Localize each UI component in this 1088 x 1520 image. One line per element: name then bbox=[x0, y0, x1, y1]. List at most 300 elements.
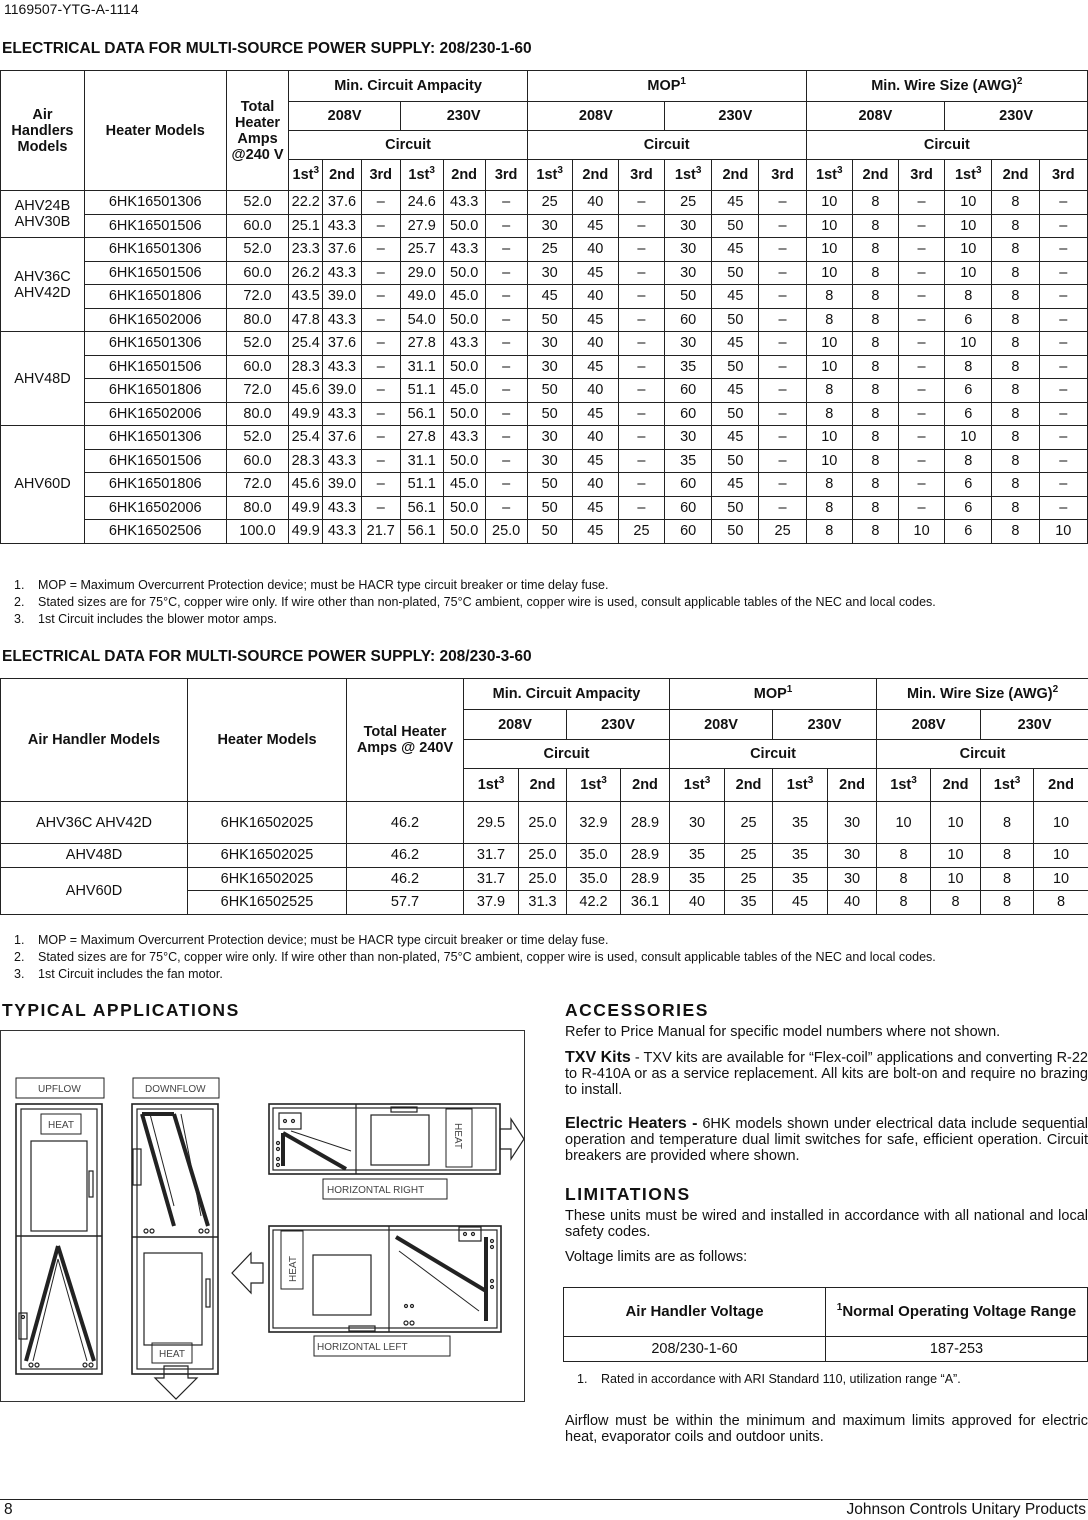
cell-value: 8 bbox=[992, 520, 1039, 544]
circuit-number: 2nd bbox=[1034, 769, 1088, 802]
cell-value: 8 bbox=[852, 308, 898, 332]
cell-value: 60 bbox=[665, 402, 712, 426]
circuit-number: 3rd bbox=[618, 160, 664, 191]
cell-value: 32.9 bbox=[567, 802, 621, 844]
cell-value: – bbox=[899, 285, 945, 309]
cell-value: 10 bbox=[899, 520, 945, 544]
cell-value: – bbox=[899, 355, 945, 379]
cell-value: – bbox=[618, 426, 664, 450]
cell-value: 37.6 bbox=[323, 238, 362, 262]
cell-value: – bbox=[618, 449, 664, 473]
cell-value: 28.9 bbox=[621, 802, 670, 844]
cell-value: – bbox=[759, 308, 806, 332]
air-handler-model: AHV36C AHV42D bbox=[1, 238, 85, 332]
v208: 208V bbox=[877, 710, 981, 740]
air-handler-model: AHV24B AHV30B bbox=[1, 191, 85, 238]
cell-value: – bbox=[618, 191, 664, 215]
heat-label: HEAT bbox=[288, 1256, 299, 1282]
cell-value: 8 bbox=[877, 891, 931, 915]
cell-value: – bbox=[485, 449, 527, 473]
circuit-label: Circuit bbox=[289, 131, 527, 160]
air-handler-model: AHV60D bbox=[1, 867, 188, 914]
cell-value: 25 bbox=[759, 520, 806, 544]
cell-value: 54.0 bbox=[400, 308, 443, 332]
cell-value: – bbox=[1039, 214, 1087, 238]
voltage-value: 208/230-1-60 bbox=[564, 1337, 826, 1362]
cell-value: 8 bbox=[1034, 891, 1088, 915]
cell-value: 50.0 bbox=[443, 520, 485, 544]
cell-value: 27.9 bbox=[400, 214, 443, 238]
cell-value: 40 bbox=[572, 426, 618, 450]
circuit-number: $1st^3$ bbox=[400, 160, 443, 191]
cell-value: 8 bbox=[992, 473, 1039, 497]
col-mop: MOP$^1$ bbox=[527, 71, 806, 102]
cell-value: 25 bbox=[527, 191, 572, 215]
cell-value: – bbox=[1039, 355, 1087, 379]
cell-value: 50 bbox=[527, 473, 572, 497]
circuit-number: 2nd bbox=[572, 160, 618, 191]
cell-value: 31.7 bbox=[464, 867, 519, 891]
cell-value: – bbox=[759, 285, 806, 309]
company-name: Johnson Controls Unitary Products bbox=[846, 1501, 1086, 1518]
col-total-amps: Total Heater Amps @ 240V bbox=[347, 679, 464, 802]
cell-value: 10 bbox=[806, 332, 852, 356]
cell-value: 22.2 bbox=[289, 191, 323, 215]
cell-value: 29.5 bbox=[464, 802, 519, 844]
cell-value: 31.1 bbox=[400, 355, 443, 379]
cell-value: 10 bbox=[931, 844, 981, 868]
voltage-limits-table bbox=[563, 1287, 1088, 1362]
cell-value: – bbox=[1039, 449, 1087, 473]
cell-value: 8 bbox=[806, 379, 852, 403]
cell-value: – bbox=[485, 473, 527, 497]
circuit-label: Circuit bbox=[806, 131, 1087, 160]
cell-value: 26.2 bbox=[289, 261, 323, 285]
cell-value: 37.9 bbox=[464, 891, 519, 915]
cell-value: 45.0 bbox=[443, 379, 485, 403]
heater-model: 6HK16502006 bbox=[84, 308, 226, 332]
table-row bbox=[1, 426, 1088, 450]
circuit-number: 2nd bbox=[621, 769, 670, 802]
cell-value: 43.3 bbox=[323, 214, 362, 238]
cell-value: 30 bbox=[670, 802, 725, 844]
col-heater-models: Heater Models bbox=[188, 679, 347, 802]
cell-value: 50 bbox=[712, 449, 759, 473]
cell-value: 50.0 bbox=[443, 261, 485, 285]
cell-value: 8 bbox=[852, 496, 898, 520]
cell-value: 8 bbox=[852, 191, 898, 215]
cell-value: – bbox=[759, 496, 806, 520]
limitations-title: LIMITATIONS bbox=[565, 1184, 691, 1204]
cell-value: 45 bbox=[572, 261, 618, 285]
cell-value: 50 bbox=[527, 496, 572, 520]
footnote: 3. 1st Circuit includes the fan motor. bbox=[14, 967, 223, 981]
cell-value: 10 bbox=[877, 802, 931, 844]
cell-value: 6 bbox=[945, 402, 992, 426]
unit-orientation-diagram bbox=[1, 1031, 524, 1401]
cell-value: 45 bbox=[572, 449, 618, 473]
cell-value: – bbox=[485, 426, 527, 450]
circuit-number: $1st^3$ bbox=[670, 769, 725, 802]
cell-value: – bbox=[361, 402, 400, 426]
cell-value: 28.9 bbox=[621, 867, 670, 891]
cell-value: 45 bbox=[572, 355, 618, 379]
cell-value: 35 bbox=[773, 844, 828, 868]
col-air-handler-voltage: Air Handler Voltage bbox=[564, 1288, 826, 1337]
cell-value: – bbox=[485, 238, 527, 262]
heater-model: 6HK16501306 bbox=[84, 426, 226, 450]
cell-value: – bbox=[618, 402, 664, 426]
heater-model: 6HK16501806 bbox=[84, 473, 226, 497]
cell-value: 30 bbox=[527, 426, 572, 450]
cell-value: 8 bbox=[992, 355, 1039, 379]
circuit-number: 3rd bbox=[899, 160, 945, 191]
cell-value: 10 bbox=[1034, 802, 1088, 844]
cell-value: 45 bbox=[712, 379, 759, 403]
cell-value: 31.7 bbox=[464, 844, 519, 868]
cell-value: – bbox=[759, 261, 806, 285]
cell-value: – bbox=[1039, 496, 1087, 520]
accessories-title: ACCESSORIES bbox=[565, 1000, 709, 1020]
cell-value: 56.1 bbox=[400, 520, 443, 544]
cell-value: – bbox=[485, 379, 527, 403]
table-row bbox=[1, 844, 1088, 868]
cell-value: – bbox=[1039, 402, 1087, 426]
cell-value: 30 bbox=[527, 355, 572, 379]
cell-value: – bbox=[618, 214, 664, 238]
cell-value: 80.0 bbox=[226, 402, 289, 426]
cell-value: – bbox=[485, 308, 527, 332]
table-row bbox=[1, 308, 1088, 332]
cell-value: 30 bbox=[665, 332, 712, 356]
cell-value: – bbox=[1039, 332, 1087, 356]
cell-value: 50 bbox=[527, 520, 572, 544]
cell-value: 49.9 bbox=[289, 496, 323, 520]
cell-value: 8 bbox=[945, 285, 992, 309]
electrical-data-table-1ph bbox=[0, 70, 1088, 544]
cell-value: – bbox=[1039, 261, 1087, 285]
cell-value: 43.5 bbox=[289, 285, 323, 309]
cell-value: 56.1 bbox=[400, 496, 443, 520]
cell-value: 27.8 bbox=[400, 332, 443, 356]
cell-value: – bbox=[759, 238, 806, 262]
cell-value: 31.1 bbox=[400, 449, 443, 473]
cell-value: – bbox=[759, 449, 806, 473]
cell-value: 72.0 bbox=[226, 473, 289, 497]
cell-value: 30 bbox=[527, 261, 572, 285]
cell-value: 30 bbox=[828, 802, 877, 844]
circuit-number: $1st^3$ bbox=[877, 769, 931, 802]
cell-value: 8 bbox=[992, 496, 1039, 520]
section2-title: ELECTRICAL DATA FOR MULTI-SOURCE POWER SUPPLY: 208/230-3-60 bbox=[2, 648, 532, 665]
cell-value: – bbox=[485, 355, 527, 379]
heater-model: 6HK16501306 bbox=[84, 191, 226, 215]
cell-value: 6 bbox=[945, 473, 992, 497]
cell-value: 50 bbox=[712, 520, 759, 544]
cell-value: 40 bbox=[572, 332, 618, 356]
cell-value: 39.0 bbox=[323, 473, 362, 497]
cell-value: 30 bbox=[527, 449, 572, 473]
cell-value: 8 bbox=[806, 285, 852, 309]
cell-value: 50 bbox=[712, 214, 759, 238]
cell-value: 8 bbox=[992, 426, 1039, 450]
cell-value: 45 bbox=[712, 285, 759, 309]
circuit-number: $1st^3$ bbox=[567, 769, 621, 802]
cell-value: 28.3 bbox=[289, 355, 323, 379]
v208: 208V bbox=[806, 102, 944, 131]
cell-value: 52.0 bbox=[226, 191, 289, 215]
cell-value: – bbox=[361, 426, 400, 450]
cell-value: 8 bbox=[981, 867, 1034, 891]
document-id: 1169507-YTG-A-1114 bbox=[4, 1, 139, 17]
cell-value: 60 bbox=[665, 379, 712, 403]
cell-value: 49.9 bbox=[289, 402, 323, 426]
cell-value: 39.0 bbox=[323, 285, 362, 309]
table-row bbox=[1, 379, 1088, 403]
cell-value: 8 bbox=[945, 449, 992, 473]
cell-value: 31.3 bbox=[519, 891, 567, 915]
cell-value: 10 bbox=[945, 261, 992, 285]
cell-value: 60.0 bbox=[226, 214, 289, 238]
v230: 230V bbox=[773, 710, 877, 740]
heater-model: 6HK16501506 bbox=[84, 355, 226, 379]
cell-value: 43.3 bbox=[323, 496, 362, 520]
section1-notes bbox=[14, 577, 936, 628]
cell-value: 10 bbox=[806, 449, 852, 473]
cell-value: 43.3 bbox=[323, 355, 362, 379]
horizontal-right-label: HORIZONTAL RIGHT bbox=[327, 1185, 425, 1196]
cell-value: – bbox=[759, 355, 806, 379]
footnote: 2. Stated sizes are for 75°C, copper wire only. If wire other than non-plated, 75°C ambient, copper wire is used, consult applicable tables of the NEC and local codes. bbox=[14, 950, 936, 964]
cell-value: 40 bbox=[572, 191, 618, 215]
cell-value: – bbox=[899, 238, 945, 262]
cell-value: 50.0 bbox=[443, 214, 485, 238]
cell-value: 45 bbox=[572, 308, 618, 332]
cell-value: 45 bbox=[572, 214, 618, 238]
cell-value: – bbox=[618, 308, 664, 332]
cell-value: 45 bbox=[572, 520, 618, 544]
cell-value: 8 bbox=[992, 238, 1039, 262]
cell-value: 45 bbox=[712, 473, 759, 497]
cell-value: 8 bbox=[806, 402, 852, 426]
cell-value: 10 bbox=[931, 867, 981, 891]
electric-heaters-label: Electric Heaters - bbox=[565, 1115, 698, 1132]
cell-value: 49.0 bbox=[400, 285, 443, 309]
circuit-number: $1st^3$ bbox=[527, 160, 572, 191]
v230: 230V bbox=[567, 710, 670, 740]
cell-value: – bbox=[759, 214, 806, 238]
cell-value: 6 bbox=[945, 308, 992, 332]
circuit-number: 2nd bbox=[828, 769, 877, 802]
section2-notes bbox=[14, 932, 936, 983]
circuit-number: 2nd bbox=[931, 769, 981, 802]
cell-value: 8 bbox=[877, 844, 931, 868]
cell-value: 35.0 bbox=[567, 867, 621, 891]
cell-value: – bbox=[899, 426, 945, 450]
cell-value: – bbox=[1039, 426, 1087, 450]
circuit-number: $1st^3$ bbox=[289, 160, 323, 191]
cell-value: 25 bbox=[618, 520, 664, 544]
cell-value: – bbox=[361, 496, 400, 520]
cell-value: 60.0 bbox=[226, 355, 289, 379]
cell-value: 6 bbox=[945, 520, 992, 544]
cell-value: – bbox=[1039, 191, 1087, 215]
footnote: 1. MOP = Maximum Overcurrent Protection device; must be HACR type circuit breaker or time delay fuse. bbox=[14, 933, 609, 947]
cell-value: – bbox=[899, 449, 945, 473]
col-wire: Min. Wire Size (AWG)$^2$ bbox=[877, 679, 1088, 710]
cell-value: 8 bbox=[981, 802, 1034, 844]
cell-value: 35 bbox=[665, 355, 712, 379]
cell-value: – bbox=[361, 473, 400, 497]
cell-value: 25 bbox=[725, 867, 773, 891]
cell-value: 50 bbox=[712, 496, 759, 520]
cell-value: 43.3 bbox=[443, 426, 485, 450]
cell-value: – bbox=[485, 402, 527, 426]
circuit-number: 2nd bbox=[852, 160, 898, 191]
cell-value: 8 bbox=[992, 332, 1039, 356]
cell-value: 30 bbox=[665, 238, 712, 262]
txv-kits-label: TXV Kits bbox=[565, 1049, 631, 1066]
circuit-number: 3rd bbox=[1039, 160, 1087, 191]
cell-value: 100.0 bbox=[226, 520, 289, 544]
cell-value: 45 bbox=[712, 238, 759, 262]
v208: 208V bbox=[464, 710, 567, 740]
circuit-label: Circuit bbox=[670, 740, 877, 769]
cell-value: 8 bbox=[877, 867, 931, 891]
cell-value: 45 bbox=[572, 402, 618, 426]
heater-model: 6HK16501306 bbox=[84, 332, 226, 356]
cell-value: 25 bbox=[725, 844, 773, 868]
cell-value: – bbox=[899, 191, 945, 215]
cell-value: 25.0 bbox=[519, 802, 567, 844]
cell-value: – bbox=[1039, 285, 1087, 309]
circuit-number: 3rd bbox=[361, 160, 400, 191]
cell-value: 23.3 bbox=[289, 238, 323, 262]
cell-value: – bbox=[485, 496, 527, 520]
cell-value: 35 bbox=[725, 891, 773, 915]
cell-value: – bbox=[899, 308, 945, 332]
cell-value: 8 bbox=[992, 191, 1039, 215]
cell-value: 27.8 bbox=[400, 426, 443, 450]
cell-value: – bbox=[485, 285, 527, 309]
cell-value: – bbox=[1039, 379, 1087, 403]
cell-value: 8 bbox=[852, 449, 898, 473]
v208: 208V bbox=[527, 102, 664, 131]
heater-model: 6HK16502025 bbox=[188, 867, 347, 891]
circuit-number: 3rd bbox=[759, 160, 806, 191]
section1-title: ELECTRICAL DATA FOR MULTI-SOURCE POWER SUPPLY: 208/230-1-60 bbox=[2, 40, 532, 57]
cell-value: 46.2 bbox=[347, 802, 464, 844]
cell-value: 40 bbox=[572, 285, 618, 309]
heater-model: 6HK16501506 bbox=[84, 214, 226, 238]
cell-value: 52.0 bbox=[226, 426, 289, 450]
cell-value: 50 bbox=[712, 402, 759, 426]
cell-value: 40 bbox=[572, 379, 618, 403]
v208: 208V bbox=[670, 710, 773, 740]
col-mop: MOP$^1$ bbox=[670, 679, 877, 710]
cell-value: 43.3 bbox=[443, 191, 485, 215]
col-wire: Min. Wire Size (AWG)$^2$ bbox=[806, 71, 1087, 102]
cell-value: 35 bbox=[670, 867, 725, 891]
circuit-number: 2nd bbox=[323, 160, 362, 191]
cell-value: 45.6 bbox=[289, 473, 323, 497]
heater-model: 6HK16502525 bbox=[188, 891, 347, 915]
cell-value: 8 bbox=[852, 285, 898, 309]
cell-value: 30 bbox=[527, 214, 572, 238]
heater-model: 6HK16502025 bbox=[188, 844, 347, 868]
cell-value: 8 bbox=[992, 449, 1039, 473]
circuit-label: Circuit bbox=[464, 740, 670, 769]
heater-model: 6HK16501506 bbox=[84, 261, 226, 285]
cell-value: 25.4 bbox=[289, 426, 323, 450]
cell-value: 56.1 bbox=[400, 402, 443, 426]
cell-value: 8 bbox=[992, 379, 1039, 403]
limitations-note: 1. Rated in accordance with ARI Standard 110, utilization range “A”. bbox=[577, 1372, 961, 1386]
circuit-number: $1st^3$ bbox=[464, 769, 519, 802]
cell-value: – bbox=[618, 285, 664, 309]
heater-model: 6HK16502006 bbox=[84, 402, 226, 426]
v230: 230V bbox=[981, 710, 1088, 740]
cell-value: 29.0 bbox=[400, 261, 443, 285]
cell-value: – bbox=[618, 379, 664, 403]
circuit-number: $1st^3$ bbox=[665, 160, 712, 191]
cell-value: 8 bbox=[852, 238, 898, 262]
cell-value: 60.0 bbox=[226, 261, 289, 285]
cell-value: – bbox=[759, 473, 806, 497]
cell-value: – bbox=[485, 261, 527, 285]
cell-value: – bbox=[899, 332, 945, 356]
cell-value: 30 bbox=[665, 214, 712, 238]
cell-value: 37.6 bbox=[323, 426, 362, 450]
v208: 208V bbox=[289, 102, 400, 131]
downflow-label: DOWNFLOW bbox=[145, 1084, 206, 1095]
txv-kits-paragraph: TXV Kits - TXV kits are available for “Flex-coil” applications and converting R-22 to R-410A or as a service replacement. All kits are bolt-on and require no brazing to install. bbox=[565, 1049, 1088, 1098]
table-row bbox=[1, 332, 1088, 356]
air-handler-model: AHV48D bbox=[1, 844, 188, 868]
cell-value: 50 bbox=[712, 308, 759, 332]
cell-value: – bbox=[361, 379, 400, 403]
col-total-amps: Total Heater Amps @240 V bbox=[226, 71, 289, 191]
cell-value: – bbox=[1039, 473, 1087, 497]
footnote: 1. MOP = Maximum Overcurrent Protection device; must be HACR type circuit breaker or time delay fuse. bbox=[14, 578, 609, 592]
cell-value: 8 bbox=[852, 332, 898, 356]
cell-value: 8 bbox=[806, 520, 852, 544]
col-mca: Min. Circuit Ampacity bbox=[464, 679, 670, 710]
cell-value: – bbox=[899, 402, 945, 426]
cell-value: – bbox=[361, 238, 400, 262]
cell-value: 50 bbox=[527, 379, 572, 403]
cell-value: 10 bbox=[945, 426, 992, 450]
cell-value: – bbox=[759, 402, 806, 426]
table-row bbox=[1, 261, 1088, 285]
cell-value: 30 bbox=[828, 844, 877, 868]
cell-value: 10 bbox=[806, 426, 852, 450]
cell-value: 50 bbox=[527, 308, 572, 332]
table-row bbox=[1, 449, 1088, 473]
cell-value: 8 bbox=[981, 844, 1034, 868]
cell-value: 40 bbox=[828, 891, 877, 915]
cell-value: 8 bbox=[992, 308, 1039, 332]
cell-value: 25 bbox=[725, 802, 773, 844]
cell-value: 10 bbox=[806, 261, 852, 285]
cell-value: 46.2 bbox=[347, 844, 464, 868]
page-number: 8 bbox=[4, 1501, 13, 1518]
cell-value: 25.0 bbox=[519, 867, 567, 891]
cell-value: 25 bbox=[665, 191, 712, 215]
cell-value: 43.3 bbox=[323, 308, 362, 332]
cell-value: 8 bbox=[852, 355, 898, 379]
cell-value: 50.0 bbox=[443, 402, 485, 426]
